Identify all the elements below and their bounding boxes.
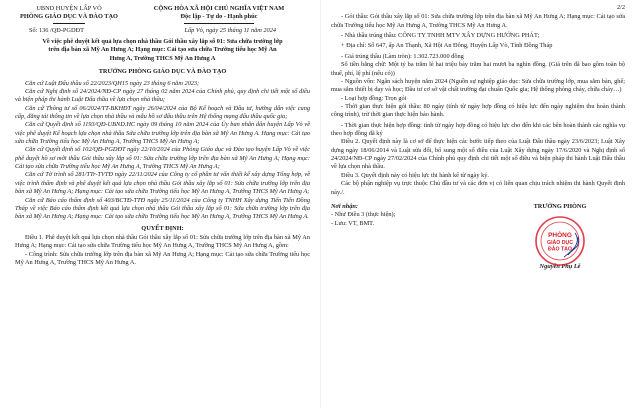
nation-line-2: Độc lập - Tự do - Hạnh phúc [128, 13, 310, 23]
recipients-heading: Nơi nhận: [331, 202, 359, 210]
page-number: 2/2 [616, 4, 625, 11]
contract-duration: - Thời gian thực hiện hợp đồng: tính từ ngày hợp đồng có hiệu lực cho đến khi các bên hoàn thành các nghĩa vụ theo hợp đồng đã ký [331, 121, 625, 138]
signature-section [331, 203, 625, 272]
document-header [15, 5, 310, 24]
legal-basis-item: Căn cứ Quyết định số 102/QĐ-PGDĐT ngày 22/10/2024 của Phòng Giáo dục và Đào tạo huyện Lấp Vò về việc phê duyệt hồ sơ mời thầu Gói thầu xây lắp số 01: Sửa chữa trường lớp trên địa bàn xã Mỹ An Hưng A; Hạng mục: Cải tạo sửa chữa Trường tiểu học Mỹ An Hưng A, Trường THCS Mỹ An Hưng A; [15, 146, 310, 171]
package-line: - Gói thầu: Gói thầu xây lắp số 01: Sửa chữa trường lớp trên địa bàn xã Mỹ An Hưng A; Hạng mục: Cải tạo sửa chữa Trường tiểu học Mỹ An Hưng A, Trường THCS Mỹ An Hưng A. [331, 13, 625, 29]
article-1-item: - Công trình: Sửa chữa trường lớp trên địa bàn xã Mỹ An Hưng A; Hạng mục: Cải tạo sửa chữa Trường tiểu học Mỹ An Hưng A, Trường THCS Mỹ An Hưng A. [15, 250, 310, 267]
legal-basis-item: Căn cứ Tờ trình số 281/TTr-TVTĐ ngày 22/11/2024 của Công ty cổ phần tư vấn thiết kế xây dựng Tổng hợp, về việc trình thẩm định và phê duyệt kết quả lựa chọn nhà thầu Gói thầu xây lắp số 01: Sửa chữa trường lớp trên địa bàn xã Mỹ An Hưng A; Hạng mục: Cải tạo sửa chữa Trường tiểu học Mỹ An Hưng A, Trường THCS Mỹ An Hưng A; [15, 171, 310, 196]
legal-basis-item: Căn cứ Nghị định số 24/2024/NĐ-CP ngày 27 tháng 02 năm 2024 của Chính phủ, quy định chi tiết một số điều và biện pháp thi hành Luật Đấu thầu về lựa chọn nhà thầu; [15, 87, 310, 104]
signature-block [495, 203, 625, 272]
winning-price: - Giá trúng thầu (Làm tròn): 1.302.723.000 đồng [341, 52, 464, 60]
nation-line-1: CỘNG HÒA XÃ HỘI CHỦ NGHĨA VIỆT NAM [153, 5, 285, 12]
decision-heading: QUYẾT ĐỊNH: [141, 224, 184, 232]
recipients-block [331, 203, 481, 272]
legal-basis-item: Căn cứ Báo cáo thẩm định số 403/BCTĐ-TTĐ ngày 25/11/2024 của Công ty TNHH Xây dựng Tiến Tiến Đồng Tháp về việc Báo cáo thẩm định kết quả lựa chọn nhà thầu Gói thầu xây lắp số 01: Sửa chữa trường lớp trên địa bàn xã Mỹ An Hưng A; Hạng mục: Cải tạo sửa chữa Trường tiểu học Mỹ An Hưng A, Trường THCS Mỹ An Hưng A. [15, 196, 310, 221]
contract-type: - Loại hợp đồng: Trọn gói [341, 94, 407, 102]
document-number: Số: 136 /QĐ-PGDĐT [29, 26, 84, 34]
winning-contractor: - Nhà thầu trúng thầu: CÔNG TY TNHH MTV XÂY DỰNG HƯỚNG PHÁT; [341, 32, 540, 40]
recipient-item: - Như Điều 3 (thực hiện); [331, 211, 396, 219]
article-2: Điều 2. Quyết định này là cơ sở để thực hiện các bước tiếp theo của Luật Đấu thầu ngày 23/6/2023; Luật Xây dựng ngày 18/06/2014 và Luật sửa đổi, bổ sung một số điều của Luật Xây dựng ngày 17/6/2020 và Nghị định số 24/2024/NĐ-CP ngày 27/02/2024 của Chính phủ quy định chi tiết một số điều và biện pháp thi hành Luật Đấu thầu về lựa chọn nhà thầu. [331, 138, 625, 171]
legal-basis-item: Căn cứ Thông tư số 06/2024/TT-BKHĐT ngày 26/04/2024 của Bộ Kế hoạch và Đầu tư, hướng dẫn việc cung cấp, đăng tải thông tin về lựa chọn nhà thầu và mẫu hồ sơ đấu thầu trên Hệ thống mạng đấu thầu quốc gia; [15, 104, 310, 120]
article-1: Điều 1. Phê duyệt kết quả lựa chọn nhà thầu Gói thầu xây lắp số 01: Sửa chữa trường lớp trên địa bàn xã Mỹ An Hưng A; Hạng mục: Cải tạo sửa chữa Trường tiểu học Mỹ An Hưng A, Trường THCS Mỹ An Hưng A, gồm: [15, 233, 310, 250]
authority-heading: TRƯỞNG PHÒNG GIÁO DỤC VÀ ĐÀO TẠO [98, 68, 227, 76]
issuing-agency [15, 5, 123, 24]
svg-text:ĐÀO TẠO: ĐÀO TẠO [548, 246, 572, 253]
document-date: Lấp Vò, ngày 25 tháng 11 năm 2024 [184, 26, 276, 34]
price-in-words: Số tiền bằng chữ: Một tỷ ba trăm lẻ hai triệu bảy trăm hai mươi ba nghìn đồng. (Giá trên đã bao gồm toàn bộ thuế, phí, lệ phí (nếu có)) [331, 61, 625, 77]
package-duration: - Thời gian thực hiện gói thầu: 80 ngày (tính từ ngày hợp đồng có hiệu lực đến ngày nghiệm thu hoàn thành công trình), trừ thời gian thực hiện bảo hành. [331, 102, 625, 119]
signer-name: Nguyễn Phụ Lễ [539, 263, 581, 271]
contractor-address: + Địa chỉ: Số 647, ấp An Thạnh, Xã Hội An Đông, Huyện Lấp Vò, Tỉnh Đồng Tháp [341, 42, 553, 50]
signer-title: TRƯỞNG PHÒNG [533, 202, 587, 210]
document-page-2 [320, 0, 640, 408]
recipient-item: - Lưu: VT, BMT. [331, 219, 375, 227]
national-title [128, 5, 310, 24]
legal-basis-item: Căn cứ Luật Đấu thầu số 22/2023/QH15 ngày 23 tháng 6 năm 2023; [25, 79, 200, 87]
article-3: Điều 3. Quyết định này có hiệu lực thi hành kể từ ngày ký. [341, 171, 489, 179]
agency-line-2: PHÒNG GIÁO DỤC VÀ ĐÀO TẠO [15, 13, 123, 23]
official-stamp [534, 215, 586, 267]
stamp-seal-icon [534, 215, 586, 267]
document-meta [15, 27, 310, 35]
legal-basis-item: Căn cứ Quyết định số 1193/QĐ-UBND.HC ngày 09 tháng 10 năm 2024 của Ủy ban nhân dân huyện Lấp Vò về việc phê duyệt Kế hoạch lựa chọn nhà thầu Sửa chữa trường lớp trên địa bàn xã Mỹ An Hưng A. Hạng mục: Cải tạo sửa chữa Trường tiểu học Mỹ An Hưng A, Trường THCS Mỹ An Hưng A; [15, 121, 310, 146]
document-subject: Về việc phê duyệt kết quả lựa chọn nhà thầu Gói thầu xây lắp số 01: Sửa chữa trường lớp trên địa bàn xã Mỹ An Hưng A; Hạng mục: Cải tạo sửa chữa Trường tiểu học Mỹ An Hưng A, Trường THCS Mỹ An Hưng A [42, 38, 283, 62]
execution-clause: Các bộ phận nghiệp vụ trực thuộc Chủ đầu tư và các đơn vị có liên quan chịu trách nhiệm thi hành Quyết định này./. [331, 180, 625, 196]
svg-text:GIÁO DỤC: GIÁO DỤC [547, 240, 573, 247]
funding-source: - Nguồn vốn: Ngân sách huyện năm 2024 (Nguồn sự nghiệp giáo dục: Sửa chữa trường lớp, mua sắm bàn, ghế; mua sắm thiết bị dạy và học; Đầu tư cơ sở vật chất trường đạt chuẩn Quốc gia; Hệ thống phòng cháy, chữa cháy…) [331, 77, 625, 94]
agency-line-1: UBND HUYỆN LẤP VÒ [36, 5, 102, 12]
svg-text:PHÒNG: PHÒNG [548, 232, 572, 240]
